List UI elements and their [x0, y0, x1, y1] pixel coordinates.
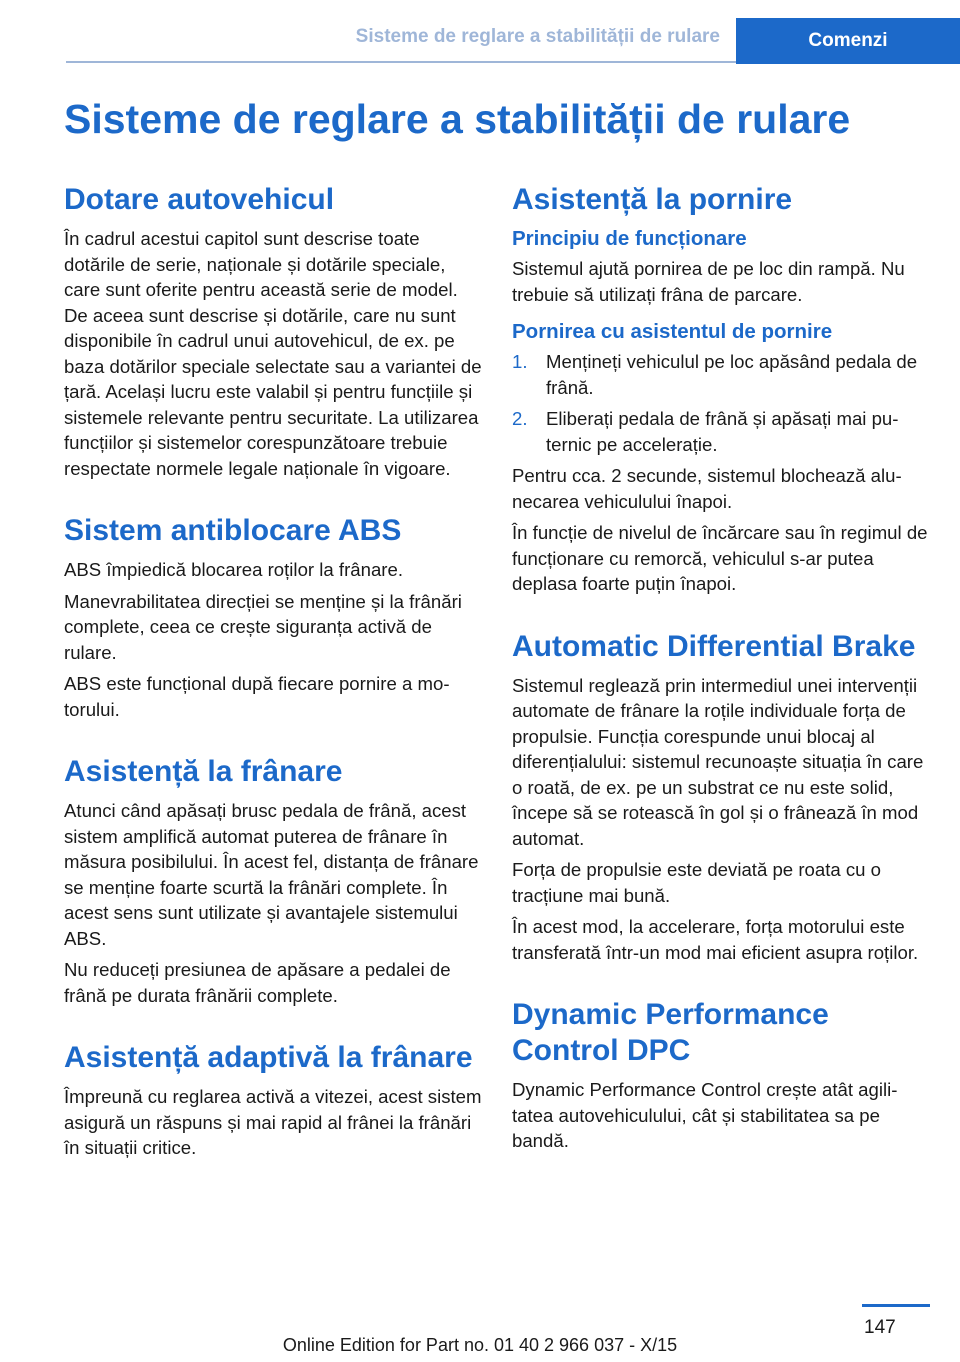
section-heading-asistenta-adaptiva: Asistență adaptivă la frânare	[64, 1041, 473, 1074]
section-heading-dpc: Dynamic Performance Control DPC	[512, 998, 829, 1067]
step-number: 2.	[512, 408, 528, 429]
paragraph: Pentru cca. 2 secunde, sistemul blochează alunecarea vehiculului înapoi.	[512, 465, 902, 512]
subheading-pornirea: Pornirea cu asistentul de pornire	[512, 320, 833, 343]
paragraph: Sistemul ajută pornirea de pe loc din rampă. Nu trebuie să utilizați frâna de parcare.	[512, 258, 905, 305]
section-heading-dotare: Dotare autovehicul	[64, 183, 335, 216]
paragraph: Dynamic Performance Control crește atât agilitatea autovehiculului, cât și stabilitatea sa pe bandă.	[512, 1079, 898, 1151]
section-heading-asistenta-franare: Asistență la frânare	[64, 755, 343, 788]
header-chapter-tab: Comenzi	[736, 18, 960, 64]
paragraph: Împreună cu reglarea activă a vitezei, acest sistem asigură un răspuns și mai rapid al frânei la frânări în situații critice.	[64, 1086, 482, 1158]
paragraph: Atunci când apăsați brusc pedala de frână, acest sistem amplifică automat puterea de frânare în măsura posibilului. În acest fel, distanța de frânare se menține foarte scurtă la frânări complete. În acest sens sunt utilizate și avantajele sistemului ABS.	[64, 800, 479, 949]
list-item	[512, 406, 930, 457]
paragraph: ABS împiedică blocarea roților la frânare.	[64, 559, 403, 580]
subheading-principiu: Principiu de funcționare	[512, 227, 747, 250]
footer-edition: Online Edition for Part no. 01 40 2 966 037 - X/15	[282, 1335, 678, 1355]
paragraph: În funcție de nivelul de încărcare sau în regimul de funcționare cu remorcă, vehiculul s-ar putea deplasa foarte puțin înapoi.	[512, 522, 928, 594]
list-item	[512, 349, 930, 400]
step-text: Eliberați pedala de frână și apăsați mai puternic pe accelerație.	[546, 408, 899, 455]
page-title: Sisteme de reglare a stabilității de rulare	[64, 96, 851, 142]
right-column	[512, 182, 930, 1160]
left-column	[64, 182, 484, 1167]
paragraph: ABS este funcțional după fiecare pornire a motorului.	[64, 673, 450, 720]
section-heading-adb: Automatic Differential Brake	[512, 629, 916, 663]
paragraph: Forța de propulsie este deviată pe roata cu o tracțiune mai bună.	[512, 859, 882, 906]
paragraph: Manevrabilitatea direcției se menține și la frânări complete, ceea ce crește siguranța activă de rulare.	[64, 590, 462, 663]
steps-list	[512, 349, 930, 457]
section-heading-abs: Sistem antiblocare ABS	[64, 514, 402, 547]
section-heading-asistenta-pornire: Asistență la pornire	[512, 183, 793, 216]
step-text: Mențineți vehiculul pe loc apăsând pedala de frână.	[546, 351, 918, 398]
paragraph: Sistemul reglează prin intermediul unei intervenții automate de frânare la roțile individuale forța de propulsie. Funcția corespunde unui blocaj al diferențialului: sistemul recunoaște situația în care o roată, de ex. pe un substrat ce nu este solid, începe să se rotească în gol și o frânează în mod automat.	[512, 674, 924, 849]
header-section-title: Sisteme de reglare a stabilității de rulare	[355, 26, 720, 47]
paragraph: Nu reduceți presiunea de apăsare a pedalei de frână pe durata frânării complete.	[64, 959, 451, 1006]
paragraph: În acest mod, la accelerare, forța motorului este transferată într-un mod mai eficient asupra roților.	[512, 916, 919, 963]
step-number: 1.	[512, 351, 528, 372]
header-rule	[66, 61, 736, 63]
paragraph: În cadrul acestui capitol sunt descrise toate dotările de serie, naționale și dotările speciale, care sunt oferite pentru această serie de model. De aceea sunt descrise și dotările, care nu sunt disponibile în cadrul unui autovehicul, de ex. pe baza dotărilor speciale selectate sau a variantei de țară. Același lucru este valabil și pentru funcțiile și sistemele relevante pentru securitate. La utilizarea funcțiilor și sistemelor corespunzătoare trebuie respectate normele legale naționale în vigoare.	[64, 228, 482, 479]
page-number-rule	[862, 1304, 930, 1307]
page-header	[0, 0, 960, 64]
page-number: 147	[864, 1317, 896, 1338]
